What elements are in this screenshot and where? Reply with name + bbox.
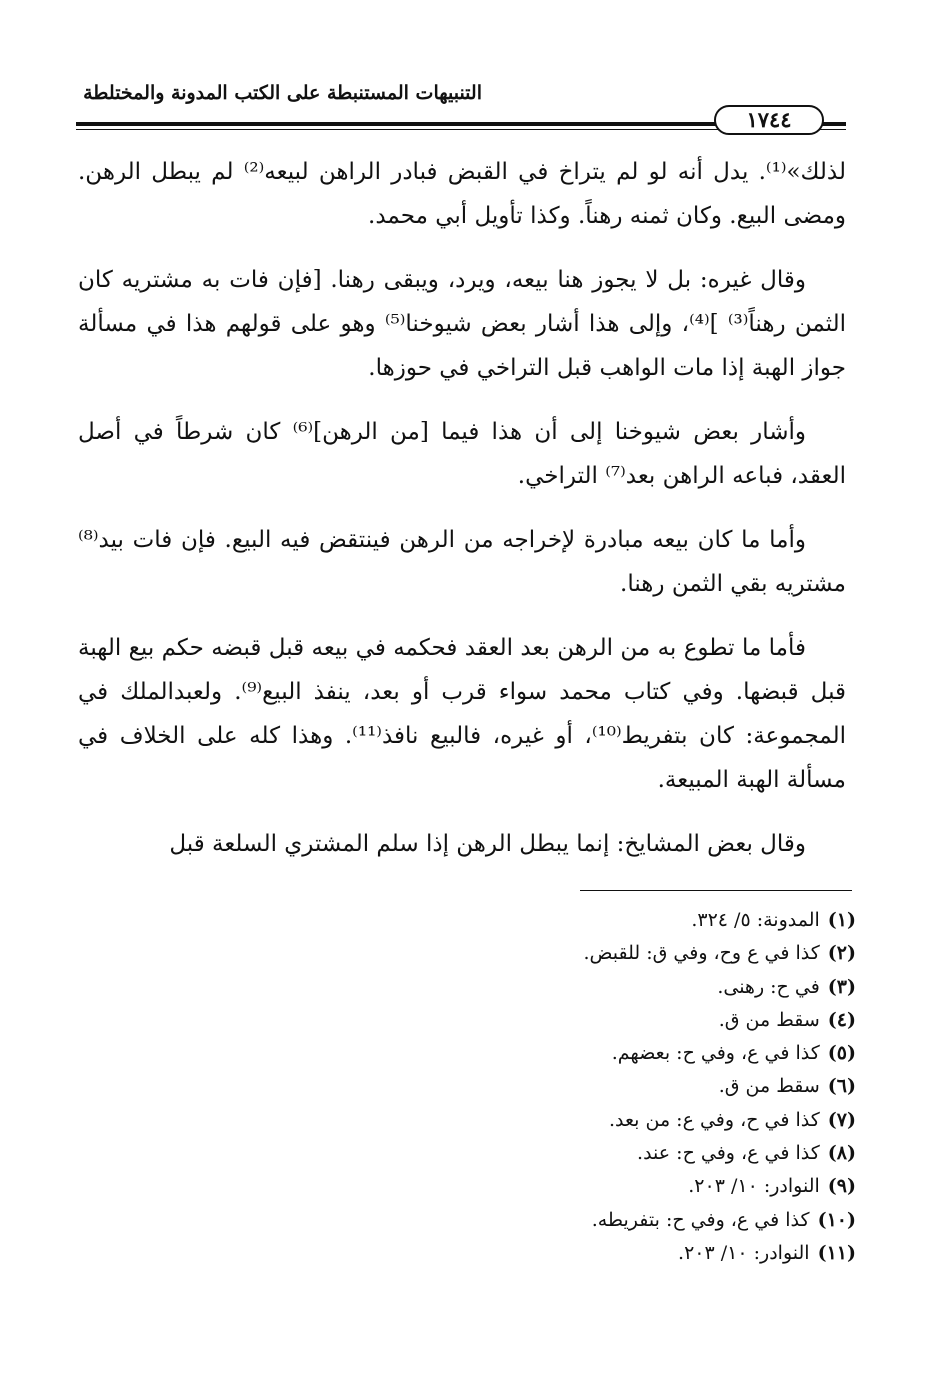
footnote	[436, 1037, 856, 1070]
running-title: التنبيهات المستنبطة على الكتب المدونة والمختلطة	[83, 82, 482, 104]
footnote-number: (٩)	[827, 1175, 856, 1198]
footnote-text: سقط من ق.	[718, 1008, 820, 1031]
footnote-number: (٤)	[827, 1008, 856, 1031]
footnote-text: النوادر: ١٠/ ٢٠٣.	[678, 1241, 810, 1264]
paragraph: لذلك»⁽¹⁾. يدل أنه لو لم يتراخ في القبض فبادر الراهن لبيعه⁽²⁾ لم يبطل الرهن. ومضى البيع. وكان ثمنه رهناً. وكذا تأويل أبي محمد.	[78, 159, 847, 229]
footnote-number: (٥)	[827, 1042, 856, 1065]
footnotes	[436, 904, 856, 1270]
footnote-number: (١١)	[817, 1241, 856, 1264]
footnote	[436, 1104, 856, 1137]
footnote	[436, 1070, 856, 1103]
footnote	[436, 1137, 856, 1170]
footnote-number: (١٠)	[817, 1208, 856, 1231]
footnote	[436, 937, 856, 970]
footnote-text: كذا في ع، وفي ح: بعضهم.	[611, 1042, 820, 1065]
footnote-number: (١)	[827, 909, 856, 931]
page-number: ١٧٤٤	[714, 105, 824, 135]
footnote-text: المدونة: ٥/ ٣٢٤.	[691, 909, 820, 931]
footnote	[436, 1004, 856, 1037]
paragraph: فأما ما تطوع به من الرهن بعد العقد فحكمه في بيعه قبل قبضه حكم بيع الهبة قبل قبضها. وفي كتاب محمد سواء قرب أو بعد، ينفذ البيع⁽⁹⁾. ولعبدالملك في المجموعة: كان بتفريط⁽¹⁰⁾، أو غيره، فالبيع نافذ⁽¹¹⁾. وهذا كله على الخلاف في مسألة الهبة المبيعة.	[78, 635, 847, 793]
main-text	[78, 150, 846, 866]
footnote	[436, 1237, 856, 1270]
footnote	[436, 971, 856, 1004]
paragraph: وأما ما كان بيعه مبادرة لإخراجه من الرهن فينتقض فيه البيع. فإن فات بيد⁽⁸⁾ مشتريه بقي الثمن رهنا.	[78, 527, 846, 597]
footnote-text: في ح: رهنى.	[717, 975, 820, 998]
footnote-separator	[580, 890, 852, 891]
footnote	[436, 904, 856, 937]
footnote-number: (٣)	[827, 975, 856, 998]
footnote-text: النوادر: ١٠/ ٢٠٣.	[688, 1175, 820, 1198]
footnote-number: (٨)	[827, 1142, 856, 1165]
footnote	[436, 1170, 856, 1203]
paragraph: وقال بعض المشايخ: إنما يبطل الرهن إذا سلم المشتري السلعة قبل	[169, 831, 806, 857]
paragraph: وقال غيره: بل لا يجوز هنا بيعه، ويرد، ويبقى رهنا. [فإن فات به مشتريه كان الثمن رهناً⁽³⁾ ]⁽⁴⁾، وإلى هذا أشار بعض شيوخنا⁽⁵⁾ وهو على قولهم هذا في مسألة جواز الهبة إذا مات الواهب قبل التراخي في حوزها.	[78, 267, 846, 381]
footnote-text: كذا في ح، وفي ع: من بعد.	[608, 1108, 820, 1131]
paragraph: وأشار بعض شيوخنا إلى أن هذا فيما [من الرهن]⁽⁶⁾ كان شرطاً في أصل العقد، فباعه الراهن بعد⁽⁷⁾ التراخي.	[78, 419, 846, 489]
footnote-number: (٢)	[827, 942, 856, 965]
footnote-text: سقط من ق.	[718, 1075, 820, 1098]
footnote-text: كذا في ع، وفي ح: بتفريطه.	[591, 1208, 810, 1231]
footnote	[436, 1204, 856, 1237]
footnote-number: (٦)	[827, 1075, 856, 1098]
footnote-text: كذا في ع وح، وفي ق: للقبض.	[583, 942, 820, 965]
footnote-text: كذا في ع، وفي ح: عند.	[637, 1142, 820, 1165]
footnote-number: (٧)	[827, 1108, 856, 1131]
